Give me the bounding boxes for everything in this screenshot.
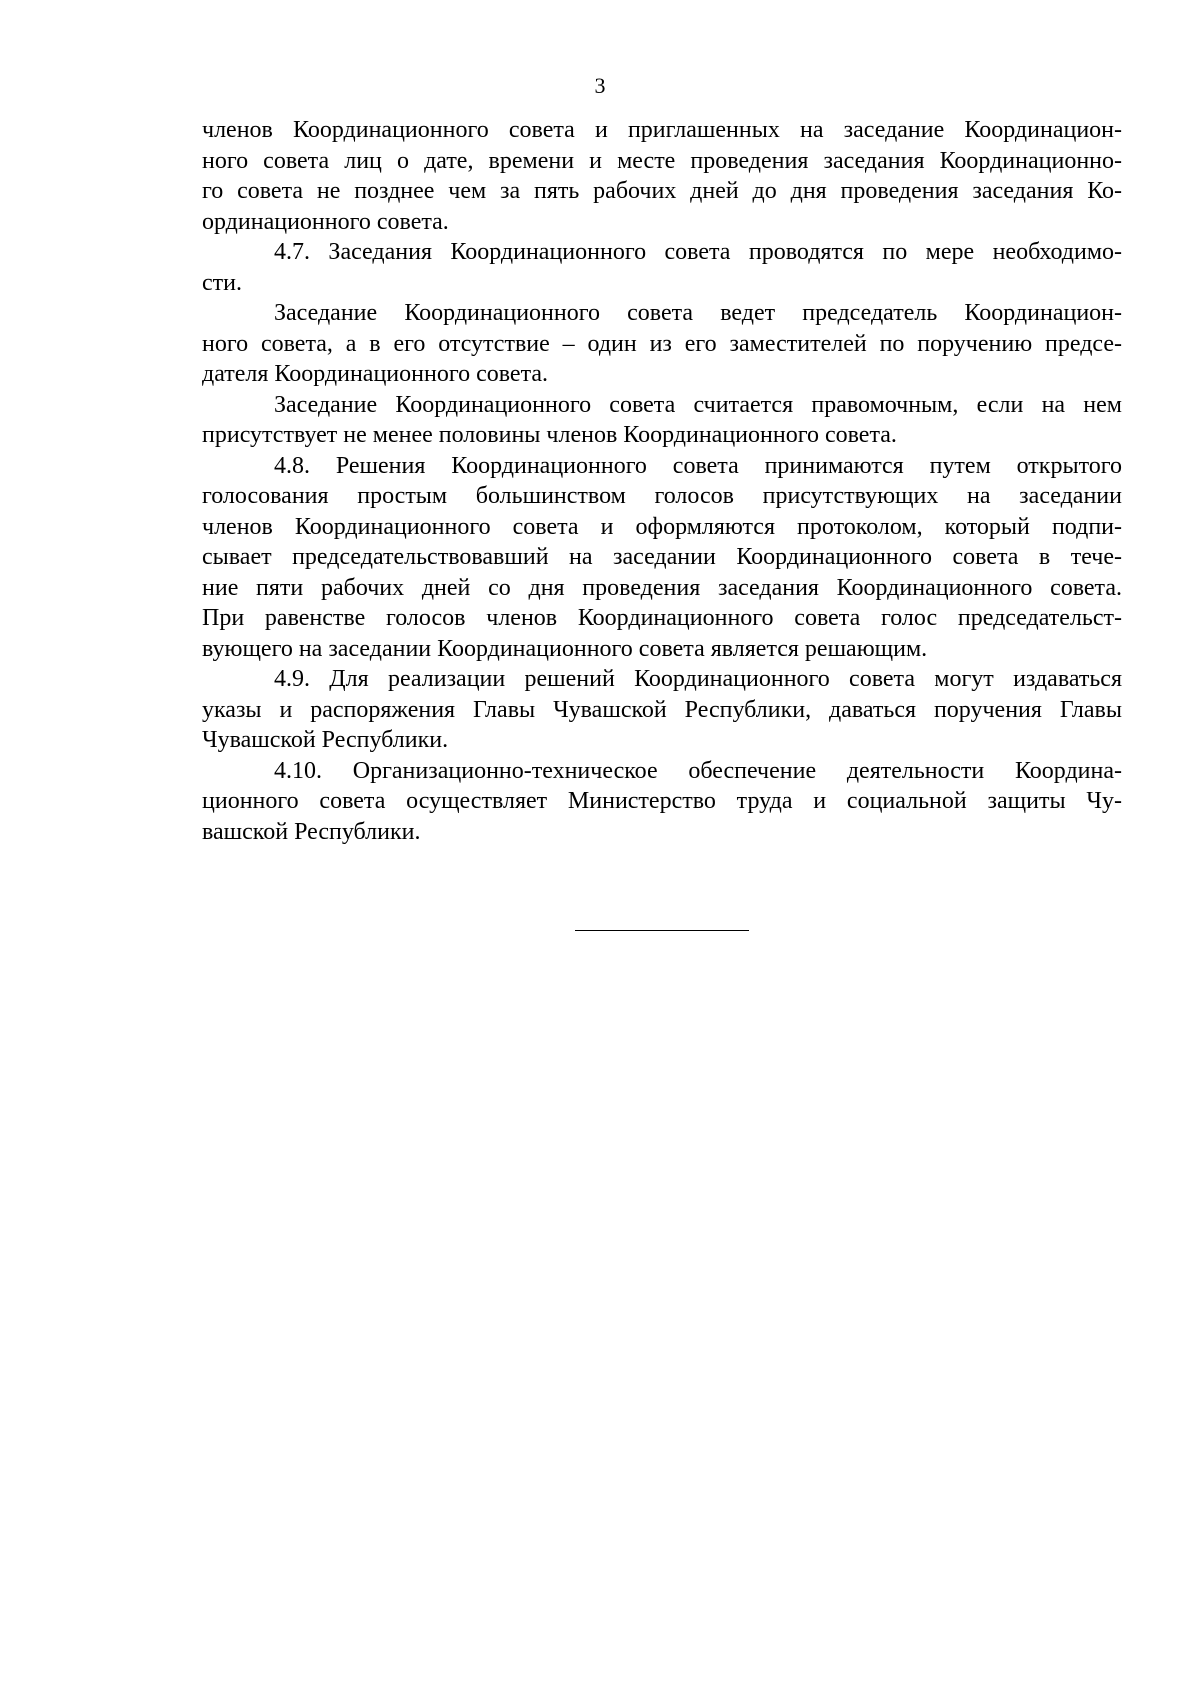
text-line: ного совета лиц о дате, времени и месте проведения заседания Координационно-	[202, 147, 1122, 174]
text-line: го совета не позднее чем за пять рабочих дней до дня проведения заседания Ко-	[202, 178, 1122, 204]
text-line: вующего на заседании Координационного совета является решающим.	[202, 635, 928, 662]
text-line: указы и распоряжения Главы Чувашской Республики, даваться поручения Главы	[202, 696, 1122, 723]
text-line: вашской Республики.	[202, 818, 421, 845]
text-line: голосования простым большинством голосов присутствующих на заседании	[202, 483, 1122, 509]
text-line: сти.	[202, 269, 242, 296]
text-line: 4.9. Для реализации решений Координационного совета могут издаваться	[274, 666, 1122, 692]
text-line: ординационного совета.	[202, 208, 449, 235]
text-line: ционного совета осуществляет Министерство труда и социальной защиты Чу-	[202, 788, 1122, 814]
text-line: присутствует не менее половины членов Координационного совета.	[202, 422, 897, 448]
document-body	[202, 115, 1122, 847]
text-line: 4.10. Организационно-техническое обеспечение деятельности Координа-	[274, 757, 1122, 784]
text-line: Заседание Координационного совета считается правомочным, если на нем	[274, 391, 1122, 418]
text-line: сывает председательствовавший на заседании Координационного совета в тече-	[202, 544, 1122, 570]
text-line: ного совета, а в его отсутствие – один из его заместителей по поручению предсе-	[202, 330, 1122, 357]
text-line: 4.7. Заседания Координационного совета проводятся по мере необходимо-	[274, 239, 1122, 265]
text-line: дателя Координационного совета.	[202, 361, 548, 387]
page-number: 3	[594, 73, 606, 98]
text-line: членов Координационного совета и приглашенных на заседание Координацион-	[202, 117, 1122, 143]
text-line: При равенстве голосов членов Координационного совета голос председательст-	[202, 605, 1122, 631]
end-separator-line	[575, 930, 749, 931]
text-line: Заседание Координационного совета ведет председатель Координацион-	[274, 300, 1122, 326]
text-line: Чувашской Республики.	[202, 727, 449, 753]
text-line: ние пяти рабочих дней со дня проведения заседания Координационного совета.	[202, 574, 1122, 601]
text-line: 4.8. Решения Координационного совета принимаются путем открытого	[274, 452, 1122, 479]
text-line: членов Координационного совета и оформляются протоколом, который подпи-	[202, 513, 1122, 540]
